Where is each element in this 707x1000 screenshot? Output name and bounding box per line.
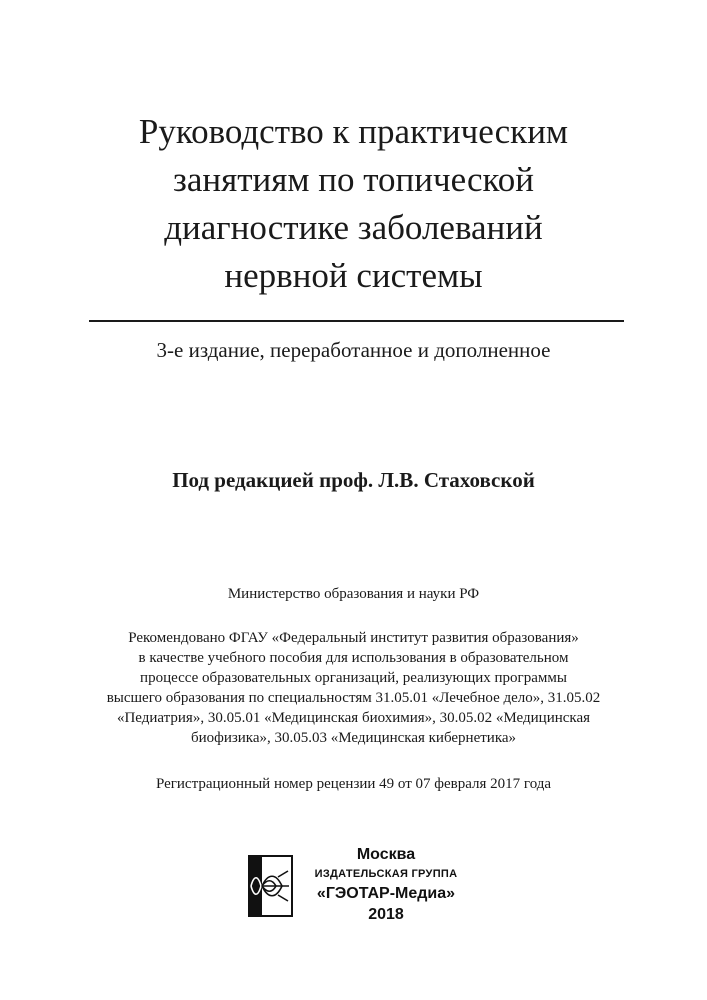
publication-year: 2018 [368, 906, 404, 923]
publisher-block [248, 845, 478, 927]
recommendation-line-4: высшего образования по специальностям 31.05.01 «Лечебное дело», 31.05.02 [106, 690, 601, 706]
recommendation-line-1: Рекомендовано ФГАУ «Федеральный институт развития образования» [128, 630, 579, 646]
title-divider [89, 320, 624, 322]
publisher-logo-icon [248, 855, 293, 917]
edition-note: 3-е издание, переработанное и дополненное [156, 338, 551, 362]
publisher-name: «ГЭОТАР-Медиа» [316, 885, 456, 902]
editor-credit: Под редакцией проф. Л.В. Стаховской [172, 468, 535, 492]
book-title [60, 108, 647, 300]
ministry-label: Министерство образования и науки РФ [227, 586, 480, 602]
book-title-line-1: Руководство к практическим [138, 112, 569, 151]
publisher-city: Москва [356, 846, 416, 863]
book-title-line-3: диагностике заболеваний [164, 208, 543, 247]
book-title-line-4: нервной системы [224, 256, 483, 295]
registration-number: Регистрационный номер рецензии 49 от 07 февраля 2017 года [155, 776, 552, 792]
publisher-text [298, 845, 474, 925]
recommendation-line-6: биофизика», 30.05.03 «Медицинская кибернетика» [190, 730, 517, 746]
recommendation-line-5: «Педиатрия», 30.05.01 «Медицинская биохимия», 30.05.02 «Медицинская [116, 710, 591, 726]
recommendation-line-3: процессе образовательных организаций, реализующих программы [140, 670, 567, 686]
recommendation-text [40, 628, 667, 748]
recommendation-line-2: в качестве учебного пособия для использования в образовательном [138, 650, 569, 666]
publisher-group-label: ИЗДАТЕЛЬСКАЯ ГРУППА [314, 868, 458, 880]
book-title-line-2: занятиям по топической [173, 160, 534, 199]
